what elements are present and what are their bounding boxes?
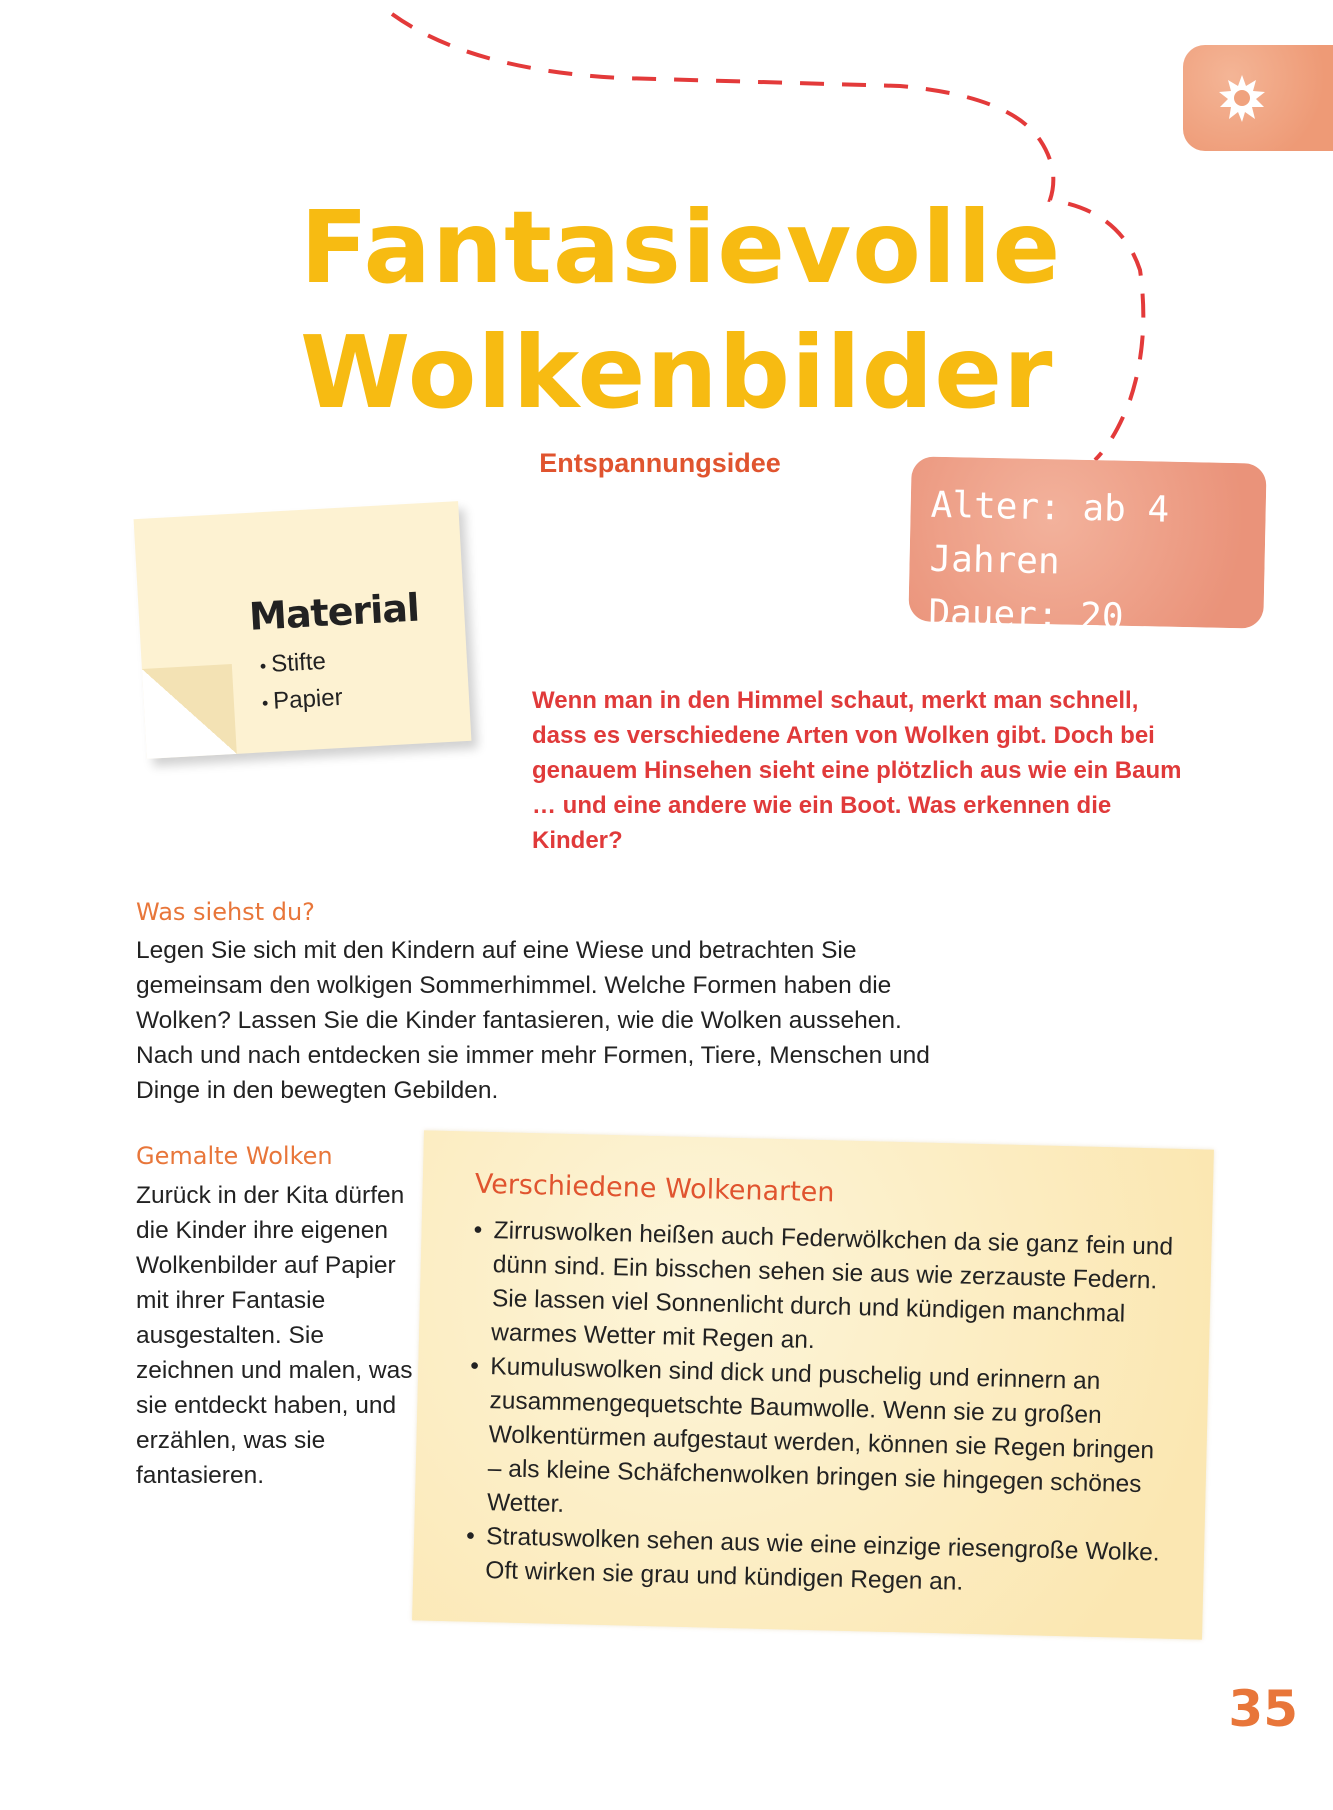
age-label: Alter: ab 4 Jahren [929,484,1170,583]
wolkenarten-list [465,1214,1174,1605]
section-heading: Gemalte Wolken [136,1142,333,1170]
wolkenart-item: • Zirruswolken heißen auch Federwölkchen da sie ganz fein und dünn sind. Ein bisschen sehen sie aus wie zerzauste Federn. Sie lassen viel Sonnenlicht durch und kündigen manchmal warmes Wetter mit Regen an. [471,1214,1174,1367]
title-line-2: Wolkenbilder [300,314,1054,431]
subtitle: Entspannungsidee [539,448,781,478]
corner-tab [1183,45,1333,151]
material-list [259,643,344,721]
section-body: Legen Sie sich mit den Kindern auf eine Wiese und betrachten Sie gemeinsam den wolkigen Sommerhimmel. Welche Formen haben die Wolken? Lassen Sie die Kinder fantasieren, wie die Wolken aussehen. Nach und nach entdecken sie immer mehr Formen, Tiere, Menschen und Dinge in den bewegten Gebilden. [136,937,930,1104]
wolkenart-item: • Stratuswolken sehen aus wie eine einzige riesengroße Wolke. Oft wirken sie grau und kündigen Regen an. [465,1520,1166,1605]
intro-text: Wenn man in den Himmel schaut, merkt man schnell, dass es verschiedene Arten von Wolken gibt. Doch bei genauem Hinsehen sieht eine plötzlich aus wie ein Baum … und eine andere wie ein Boot. Was erkennen die Kinder? [532,687,1182,854]
sun-icon [1217,73,1267,123]
wolkenarten-heading: Verschiedene Wolkenarten [474,1168,835,1209]
age-duration-box [908,456,1266,691]
section-body: Zurück in der Kita dürfen die Kinder ihre eigenen Wolkenbilder auf Papier mit ihrer Fantasie ausgestalten. Sie zeichnen und malen, was sie entdeckt haben, und erzählen, was sie fantasieren. [136,1182,413,1489]
duration-label: Dauer: 20 Minuten [926,592,1124,691]
title-line-1: Fantasievolle [300,189,1062,306]
material-heading: Material [247,585,420,639]
note-fold [142,664,237,759]
wolkenart-item: • Kumuluswolken sind dick und puschelig und erinnern an zusammengequetschte Baumwolle. Wenn sie zu großen Wolkentürmen aufgestaut werden, können sie Regen bringen – als kleine Schäfchenwolken bringen sie hingegen schönes Wetter. [467,1350,1171,1537]
page-number: 35 [1228,1680,1298,1738]
material-note [134,501,472,759]
page-title [300,185,1062,435]
material-item: • Stifte [259,643,342,684]
material-item: • Papier [261,680,344,721]
wolkenarten-note [412,1130,1214,1639]
section-heading: Was siehst du? [136,898,315,926]
